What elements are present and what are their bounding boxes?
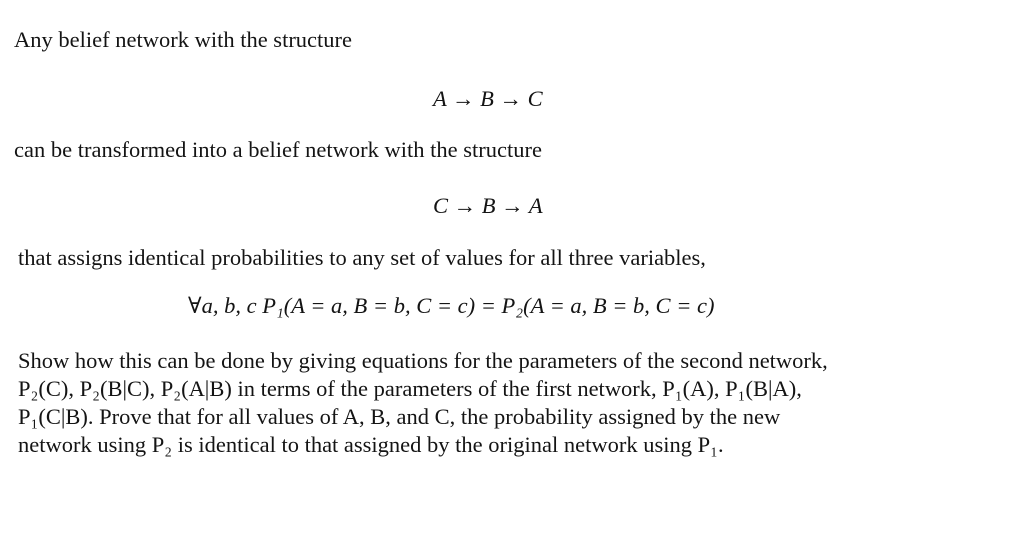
task-line: P₂(C), P₂(B|C), P₂(A|B) in terms of the parameters of the first network, P₁(A), P₁(B|A), — [18, 376, 802, 401]
intro-text: Any belief network with the structure — [14, 27, 353, 52]
transform-text: can be transformed into a belief network with the structure — [14, 137, 542, 162]
task-line: Show how this can be done by giving equations for the parameters of the second network, — [18, 348, 828, 373]
structure-formula-1: A → B → C — [433, 86, 543, 111]
probability-equation: ∀a, b, c P₁(A = a, B = b, C = c) = P₂(A = a, B = b, C = c) — [188, 293, 715, 318]
task-line: P₁(C|B). Prove that for all values of A, B, and C, the probability assigned by the new — [18, 404, 781, 429]
structure-formula-2: C → B → A — [433, 193, 543, 218]
task-paragraph — [18, 347, 978, 459]
assign-text: that assigns identical probabilities to any set of values for all three variables, — [18, 245, 706, 270]
task-line: network using P₂ is identical to that assigned by the original network using P₁. — [18, 432, 724, 457]
